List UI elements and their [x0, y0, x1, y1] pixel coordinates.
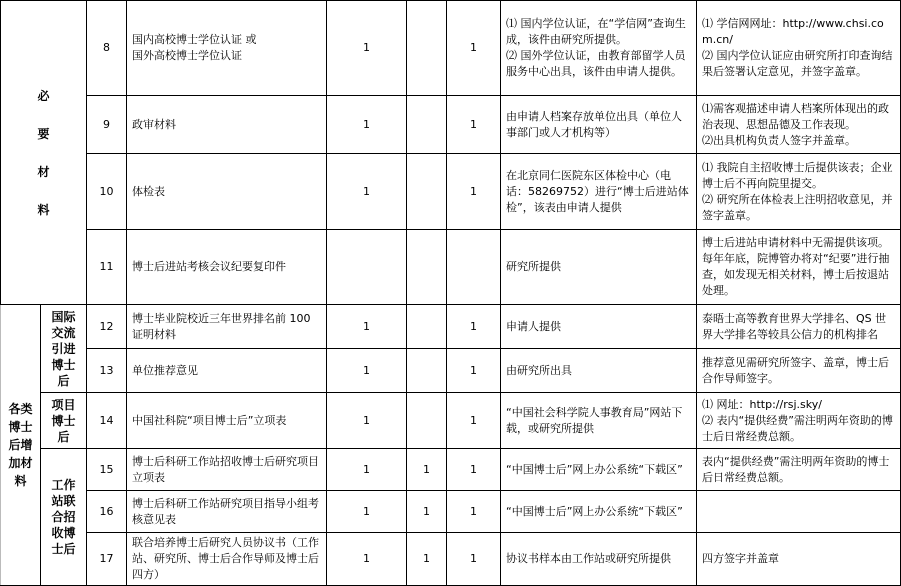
material-name: 博士后进站考核会议纪要复印件 [127, 230, 327, 305]
table-row [1, 96, 901, 154]
row-number: 8 [87, 1, 127, 96]
count-cell: 1 [327, 154, 407, 230]
count-cell [407, 230, 447, 305]
row-number: 10 [87, 154, 127, 230]
note-cell: ⑴需客观描述申请人档案所体现出的政治表现、思想品德及工作表现。 ⑵出具机构负责人签字并盖章。 [697, 96, 901, 154]
table-row [1, 491, 901, 533]
count-cell [447, 230, 501, 305]
table-row [1, 349, 901, 393]
source-cell: 研究所提供 [501, 230, 697, 305]
note-cell: 推荐意见需研究所签字、盖章，博士后合作导师签字。 [697, 349, 901, 393]
source-cell: “中国社会科学院人事教育局”网站下载，或研究所提供 [501, 393, 697, 449]
note-cell: ⑴ 网址：http://rsj.sky/ ⑵ 表内“提供经费”需注明两年资助的博士后日常经费总额。 [697, 393, 901, 449]
count-cell [407, 349, 447, 393]
count-cell [407, 305, 447, 349]
count-cell: 1 [447, 1, 501, 96]
count-cell: 1 [327, 533, 407, 586]
count-cell: 1 [407, 449, 447, 491]
count-cell: 1 [327, 449, 407, 491]
row-number: 17 [87, 533, 127, 586]
row-number: 15 [87, 449, 127, 491]
count-cell: 1 [327, 1, 407, 96]
count-cell: 1 [327, 305, 407, 349]
source-cell: 由申请人档案存放单位出具（单位人事部门或人才机构等） [501, 96, 697, 154]
note-cell: 泰晤士高等教育世界大学排名、QS 世界大学排名等较具公信力的机构排名 [697, 305, 901, 349]
table-row [1, 533, 901, 586]
count-cell: 1 [447, 305, 501, 349]
note-cell: ⑴ 我院自主招收博士后提供该表；企业博士后不再向院里提交。 ⑵ 研究所在体检表上注明招收意见，并签字盖章。 [697, 154, 901, 230]
note-cell [697, 491, 901, 533]
subgroup-label-workstation: 工作 站联 合招 收博 士后 [41, 449, 87, 586]
row-number: 12 [87, 305, 127, 349]
count-cell: 1 [447, 349, 501, 393]
subgroup-label-project: 项目 博士 后 [41, 393, 87, 449]
table-row [1, 230, 901, 305]
count-cell [407, 96, 447, 154]
row-number: 9 [87, 96, 127, 154]
material-name: 博士毕业院校近三年世界排名前 100 证明材料 [127, 305, 327, 349]
material-name: 体检表 [127, 154, 327, 230]
note-cell: ⑴ 学信网网址：http://www.chsi.com.cn/ ⑵ 国内学位认证应由研究所打印查询结果后签署认定意见，并签字盖章。 [697, 1, 901, 96]
count-cell: 1 [407, 533, 447, 586]
source-cell: “中国博士后”网上办公系统“下载区” [501, 449, 697, 491]
source-cell: 协议书样本由工作站或研究所提供 [501, 533, 697, 586]
material-name: 博士后科研工作站招收博士后研究项目立项表 [127, 449, 327, 491]
source-cell: 由研究所出具 [501, 349, 697, 393]
material-name: 政审材料 [127, 96, 327, 154]
source-cell: “中国博士后”网上办公系统“下载区” [501, 491, 697, 533]
row-number: 14 [87, 393, 127, 449]
row-number: 16 [87, 491, 127, 533]
count-cell [407, 393, 447, 449]
note-cell: 表内“提供经费”需注明两年资助的博士后日常经费总额。 [697, 449, 901, 491]
count-cell: 1 [447, 154, 501, 230]
count-cell: 1 [327, 393, 407, 449]
material-name: 国内高校博士学位认证 或 国外高校博士学位认证 [127, 1, 327, 96]
count-cell: 1 [327, 491, 407, 533]
table-row [1, 393, 901, 449]
note-cell: 博士后进站申请材料中无需提供该项。每年年底，院博管办将对“纪要”进行抽查，如发现无相关材料，博士后按退站处理。 [697, 230, 901, 305]
material-name: 联合培养博士后研究人员协议书（工作站、研究所、博士后合作导师及博士后四方） [127, 533, 327, 586]
count-cell: 1 [447, 96, 501, 154]
count-cell [407, 154, 447, 230]
count-cell: 1 [447, 449, 501, 491]
material-name: 中国社科院“项目博士后”立项表 [127, 393, 327, 449]
group-label-mandatory: 必 要 材 料 [1, 1, 87, 305]
table-row [1, 1, 901, 96]
count-cell: 1 [447, 393, 501, 449]
row-number: 13 [87, 349, 127, 393]
table-row [1, 154, 901, 230]
count-cell [327, 230, 407, 305]
count-cell [407, 1, 447, 96]
count-cell: 1 [447, 533, 501, 586]
source-cell: 申请人提供 [501, 305, 697, 349]
material-name: 博士后科研工作站研究项目指导小组考核意见表 [127, 491, 327, 533]
source-cell: ⑴ 国内学位认证，在“学信网”查询生成，该件由研究所提供。 ⑵ 国外学位认证，由教育部留学人员服务中心出具，该件由申请人提供。 [501, 1, 697, 96]
source-cell: 在北京同仁医院东区体检中心（电话：58269752）进行“博士后进站体检”，该表由申请人提供 [501, 154, 697, 230]
count-cell: 1 [327, 96, 407, 154]
table-row [1, 305, 901, 349]
count-cell: 1 [327, 349, 407, 393]
material-name: 单位推荐意见 [127, 349, 327, 393]
note-cell: 四方签字并盖章 [697, 533, 901, 586]
count-cell: 1 [407, 491, 447, 533]
count-cell: 1 [447, 491, 501, 533]
subgroup-label-intl: 国际 交流 引进 博士 后 [41, 305, 87, 393]
table-row [1, 449, 901, 491]
group-label-additional: 各类 博士 后增 加材 料 [1, 305, 41, 586]
row-number: 11 [87, 230, 127, 305]
